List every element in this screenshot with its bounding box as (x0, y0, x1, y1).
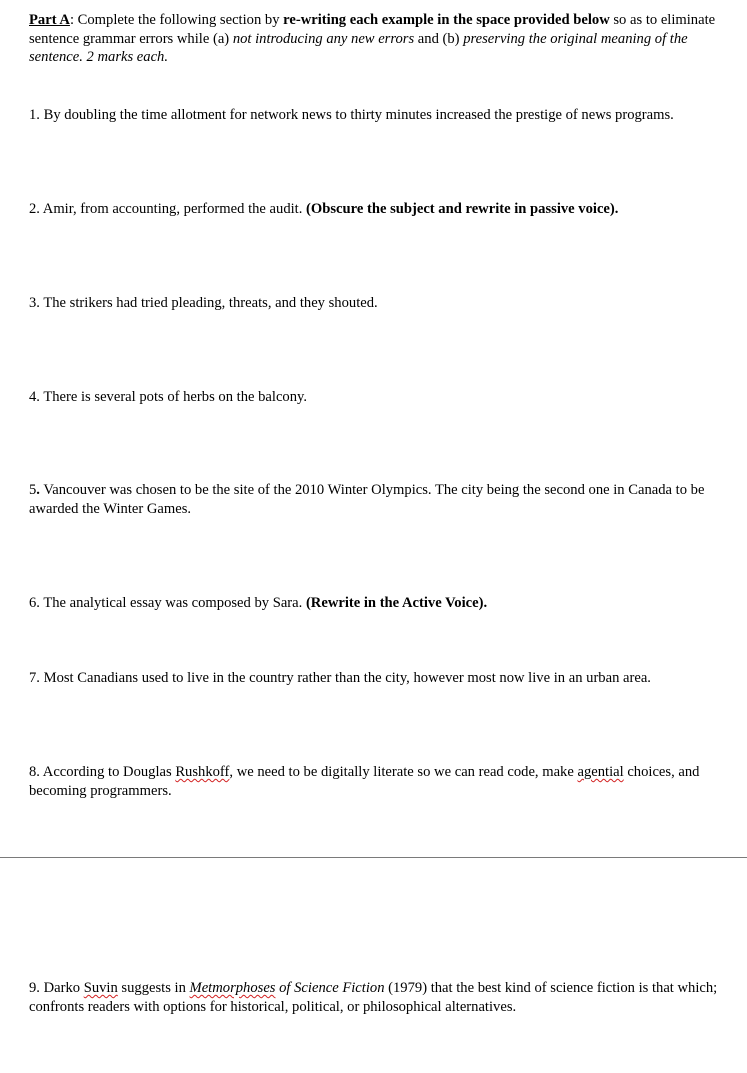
question-3 (29, 294, 719, 313)
question-5-text: Vancouver was chosen to be the site of the 2010 Winter Olympics. The city being the second one in Canada to be awarded the Winter Games. (29, 482, 705, 517)
question-7 (29, 669, 719, 688)
question-9-title-misspelled[interactable]: Metmorphoses (189, 980, 276, 996)
question-8-word-misspelled[interactable]: agential (577, 764, 624, 780)
question-8 (29, 763, 719, 800)
page-break-line (0, 857, 747, 858)
question-5-dot: . (36, 482, 40, 498)
question-2-instruction: (Obscure the subject and rewrite in passive voice). (306, 201, 619, 217)
question-4 (29, 388, 719, 407)
intro-text-3: and (b) (414, 30, 464, 47)
question-8-name-misspelled[interactable]: Rushkoff (175, 764, 230, 780)
intro-italic-condition-a: not introducing any new errors (232, 30, 415, 47)
intro-colon: : (69, 12, 74, 28)
question-9-title-rest: of Science Fiction (275, 980, 385, 996)
question-6 (29, 594, 719, 613)
intro-text-2: so as to eliminate sentence grammar errors while (a) (29, 12, 716, 47)
question-9 (29, 979, 719, 1016)
question-9-text-2: suggests in (117, 980, 190, 996)
question-8-text-1: 8. According to Douglas (29, 764, 176, 780)
question-8-text-2: , we need to be digitally literate so we can read code, make (229, 764, 578, 780)
instructions-paragraph (29, 11, 719, 67)
part-a-label: Part A (29, 12, 70, 28)
question-2-text: 2. Amir, from accounting, performed the audit. (29, 201, 307, 217)
question-1 (29, 106, 719, 125)
question-3-text: 3. The strikers had tried pleading, threats, and they shouted. (29, 295, 378, 311)
intro-italic-condition-b: preserving the original meaning of the sentence. 2 marks each. (29, 30, 688, 65)
question-6-text: 6. The analytical essay was composed by Sara. (29, 595, 306, 611)
question-1-text: 1. By doubling the time allotment for network news to thirty minutes increased the prestige of news programs. (29, 107, 674, 123)
question-6-instruction: (Rewrite in the Active Voice). (305, 595, 488, 611)
question-5-number: 5 (29, 482, 37, 498)
intro-text-1: Complete the following section by (74, 12, 284, 28)
question-9-text-3: (1979) that the best kind of science fiction is that which; confronts readers with options for historical, political, or philosophical alternatives. (29, 980, 718, 1015)
question-9-text-1: 9. Darko (29, 980, 84, 996)
question-9-name-misspelled[interactable]: Suvin (83, 980, 118, 996)
question-4-text: 4. There is several pots of herbs on the balcony. (29, 389, 308, 405)
question-7-text: 7. Most Canadians used to live in the country rather than the city, however most now live in an urban area. (29, 670, 651, 686)
question-2 (29, 200, 719, 219)
question-5 (29, 481, 719, 518)
intro-bold-instruction: re-writing each example in the space provided below (283, 12, 610, 28)
question-8-text-3: choices, and becoming programmers. (29, 764, 700, 799)
